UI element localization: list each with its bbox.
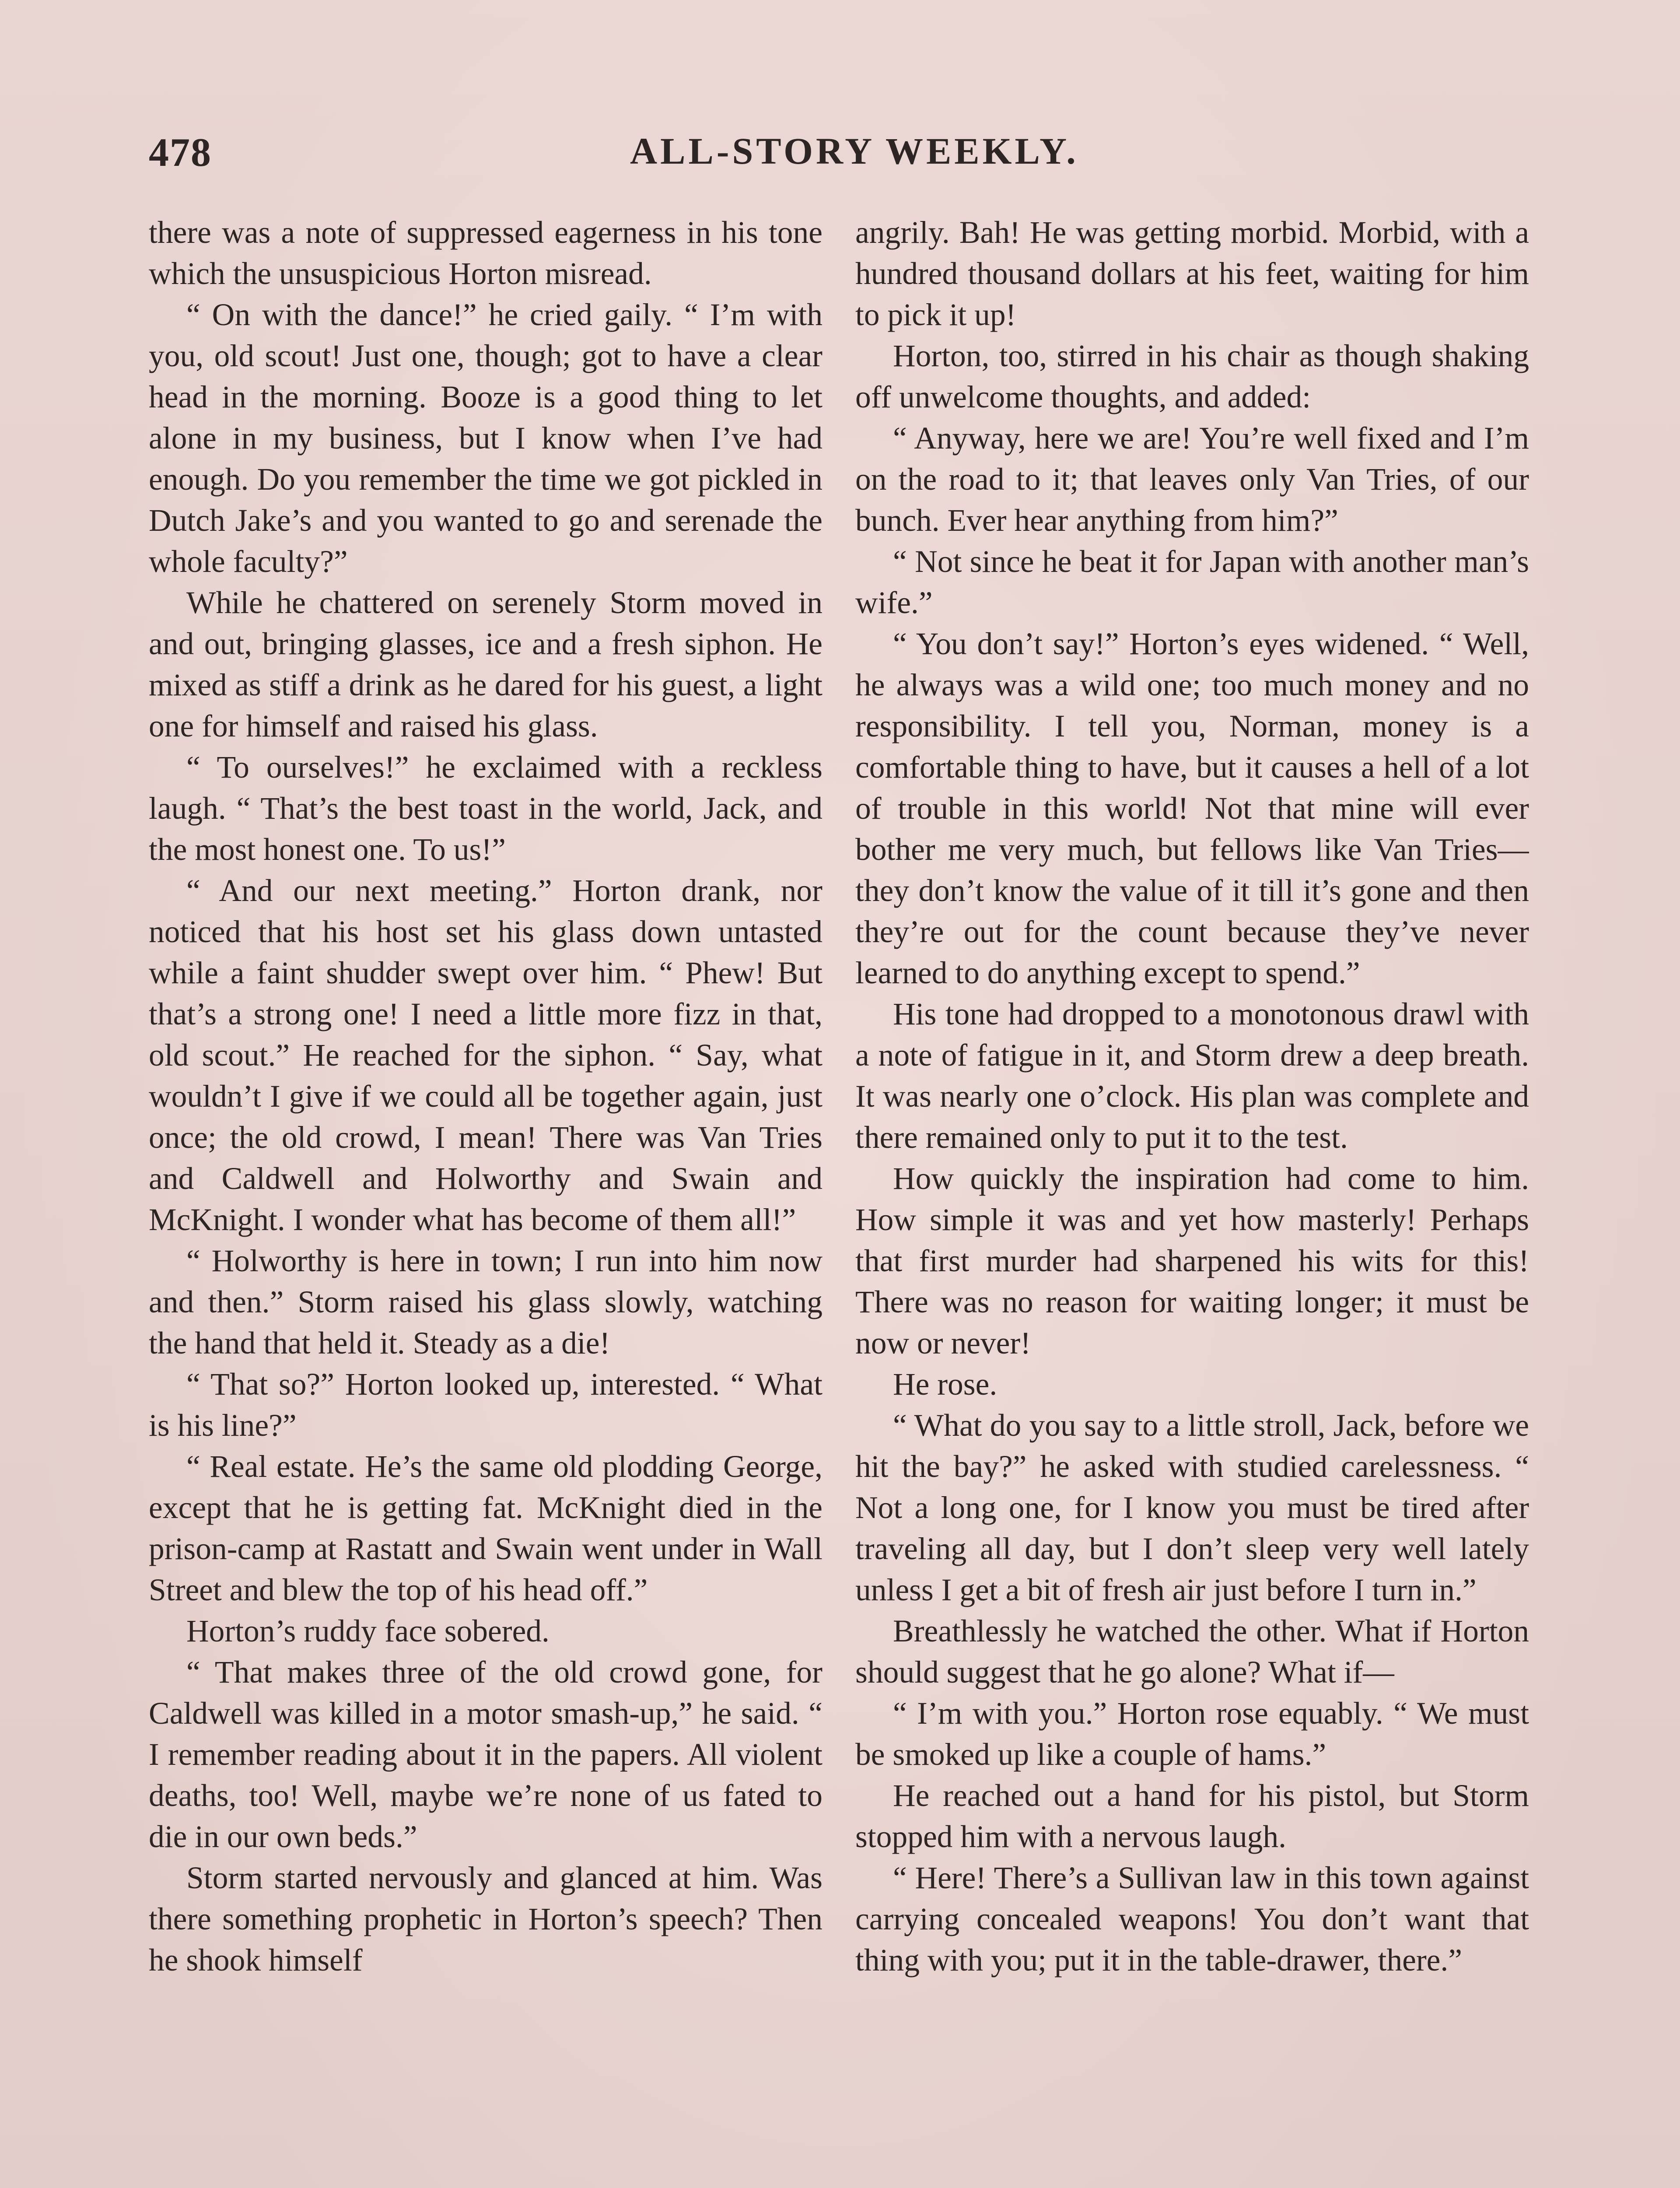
paragraph: Breathlessly he watched the other. What if Horton should suggest that he go alone? What if— [855, 1614, 1529, 1690]
page-header [149, 129, 1531, 190]
paragraph: “ Real estate. He’s the same old plodding George, except that he is getting fat. McKnight died in the prison-camp at Rastatt and Swain went under in Wall Street and blew the top of his head off.” [149, 1449, 822, 1607]
paragraph: He reached out a hand for his pistol, but Storm stopped him with a nervous laugh. [855, 1778, 1529, 1854]
paragraph: Storm started nervously and glanced at him. Was there something prophetic in Horton’s speech? Then he shook himself [149, 1861, 822, 1978]
paragraph: How quickly the inspiration had come to him. How simple it was and yet how masterly! Perhaps that first murder had sharpened his wits for this! There was no reason for waiting longer; it must be now or never! [855, 1161, 1529, 1360]
paragraph: “ On with the dance!” he cried gaily. “ I’m with you, old scout! Just one, though; got to have a clear head in the morning. Booze is a good thing to let alone in my business, but I know when I’ve had enough. Do you remember the time we got pickled in Dutch Jake’s and you wanted to go and serenade the whole faculty?” [149, 298, 822, 579]
paragraph: “ That makes three of the old crowd gone, for Caldwell was killed in a motor smash-up,” he said. “ I remember reading about it in the papers. All violent deaths, too! Well, maybe we’re none of us fated to die in our own beds.” [149, 1655, 822, 1854]
paragraph: “ I’m with you.” Horton rose equably. “ We must be smoked up like a couple of hams.” [855, 1696, 1529, 1772]
paragraph: angrily. Bah! He was getting morbid. Morbid, with a hundred thousand dollars at his feet, waiting for him to pick it up! [855, 215, 1529, 332]
paragraph: “ Not since he beat it for Japan with another man’s wife.” [855, 544, 1529, 620]
paragraph: He rose. [893, 1367, 998, 1402]
paragraph: “ Holworthy is here in town; I run into him now and then.” Storm raised his glass slowly, watching the hand that held it. Steady as a die! [149, 1244, 822, 1360]
paragraph: “ Here! There’s a Sullivan law in this town against carrying concealed weapons! You don’t want that thing with you; put it in the table-drawer, there.” [855, 1861, 1529, 1978]
paragraph: Horton, too, stirred in his chair as though shaking off unwelcome thoughts, and added: [855, 339, 1529, 414]
paragraph: “ That so?” Horton looked up, interested. “ What is his line?” [149, 1367, 822, 1443]
paragraph: “ And our next meeting.” Horton drank, nor noticed that his host set his glass down untasted while a faint shudder swept over him. “ Phew! But that’s a strong one! I need a little more fizz in that, old scout.” He reached for the siphon. “ Say, what wouldn’t I give if we could all be together again, just once; the old crowd, I mean! There was Van Tries and Caldwell and Holworthy and Swain and McKnight. I wonder what has become of them all!” [149, 873, 822, 1237]
paragraph: “ You don’t say!” Horton’s eyes widened. “ Well, he always was a wild one; too much money and no responsibility. I tell you, Norman, money is a comfortable thing to have, but it causes a hell of a lot of trouble in this world! Not that mine will ever bother me very much, but fellows like Van Tries—they don’t know the value of it till it’s gone and then they’re out for the count because they’ve never learned to do anything except to spend.” [855, 627, 1529, 990]
paragraph: His tone had dropped to a monotonous drawl with a note of fatigue in it, and Storm drew a deep breath. It was nearly one o’clock. His plan was complete and there remained only to put it to the test. [855, 997, 1529, 1155]
paragraph: “ What do you say to a little stroll, Jack, before we hit the bay?” he asked with studied carelessness. “ Not a long one, for I know you must be tired after traveling all day, but I don’t sleep very well lately unless I get a bit of fresh air just before I turn in.” [855, 1408, 1529, 1607]
paragraph: there was a note of suppressed eagerness in his tone which the unsuspicious Horton misread. [149, 215, 822, 291]
left-column [149, 212, 822, 2188]
page-number: 478 [149, 130, 212, 175]
paragraph: “ Anyway, here we are! You’re well fixed and I’m on the road to it; that leaves only Van Tries, of our bunch. Ever hear anything from him?” [855, 421, 1529, 538]
running-head: ALL-STORY WEEKLY. [630, 130, 1079, 172]
paragraph: “ To ourselves!” he exclaimed with a reckless laugh. “ That’s the best toast in the world, Jack, and the most honest one. To us!” [149, 750, 822, 867]
paragraph: Horton’s ruddy face sobered. [186, 1614, 550, 1648]
right-column [855, 212, 1529, 2188]
paragraph: While he chattered on serenely Storm moved in and out, bringing glasses, ice and a fresh siphon. He mixed as stiff a drink as he dared for his guest, a light one for himself and raised his glass. [149, 586, 822, 743]
